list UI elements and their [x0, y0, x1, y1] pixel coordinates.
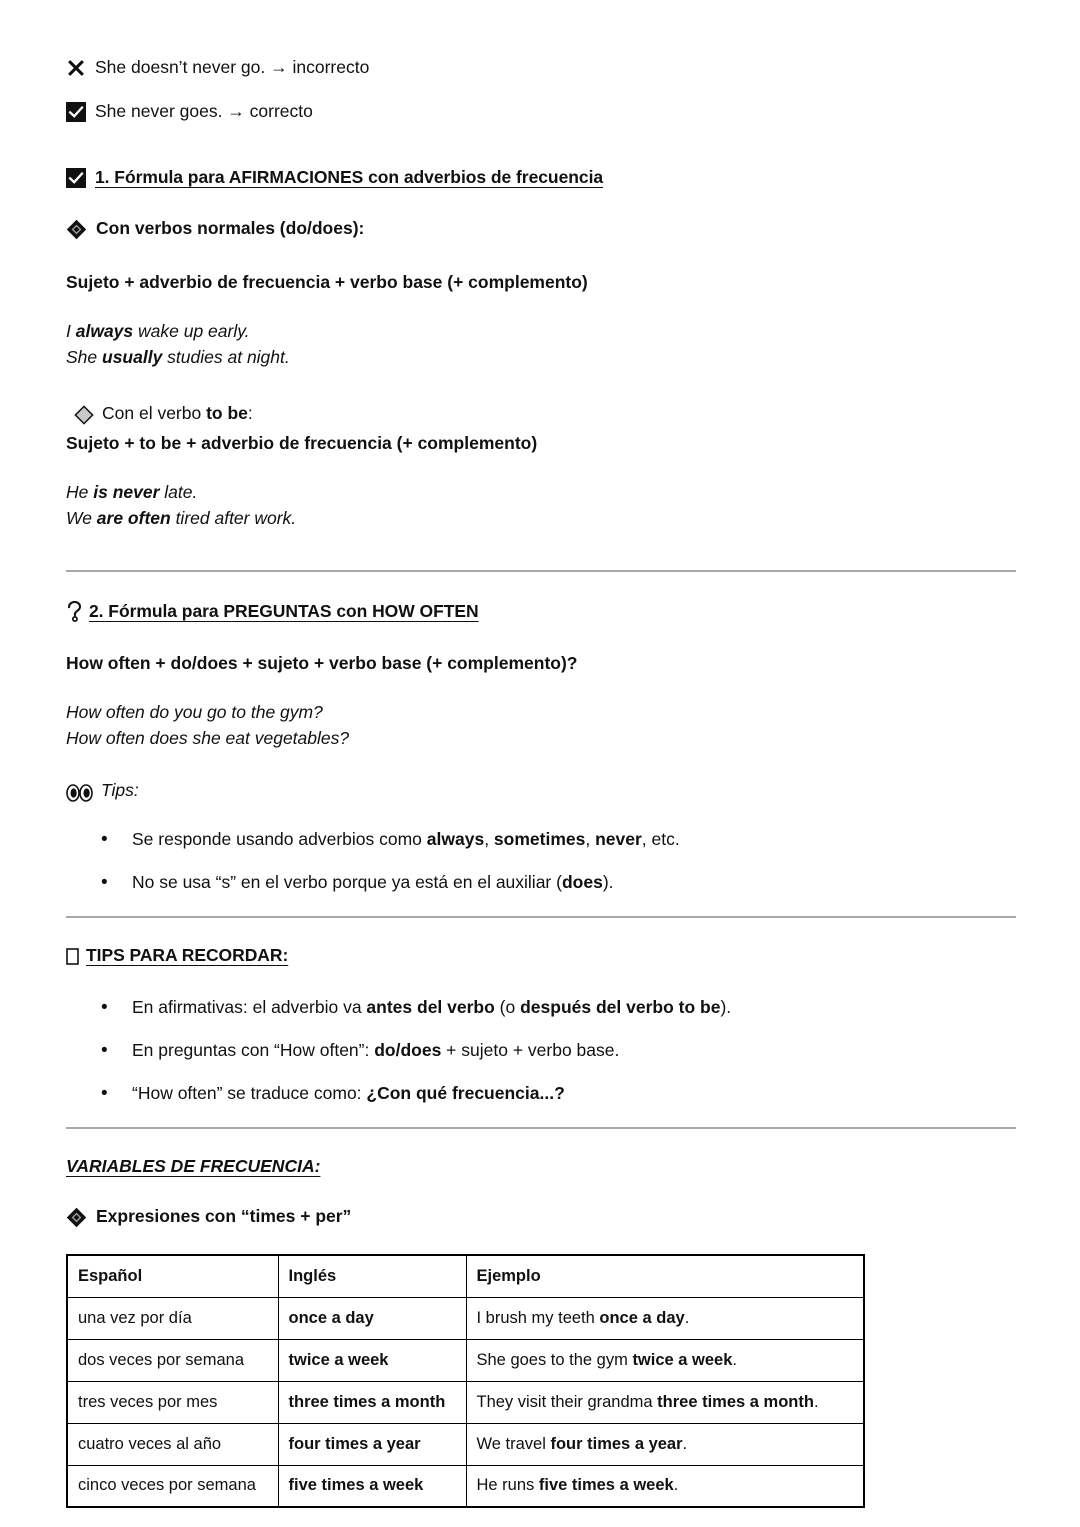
- section-1-heading-text: 1. Fórmula para AFIRMACIONES con adverbios de frecuencia: [95, 167, 604, 188]
- example-prefix: He: [66, 482, 94, 503]
- sub-2-label-bold: to be: [206, 402, 248, 423]
- cell-example: [466, 1297, 864, 1339]
- tip-sep-1: ,: [484, 829, 494, 850]
- section-4-sub-label: Expresiones con “times + per”: [96, 1206, 352, 1227]
- table-row: [67, 1297, 864, 1339]
- tip-tail: ).: [602, 871, 614, 892]
- example-prefix: They visit their grandma: [476, 1392, 658, 1411]
- example-bold: five times a week: [538, 1476, 674, 1495]
- tip-bold-2: sometimes: [493, 829, 586, 850]
- tips-label-row: [66, 780, 1016, 802]
- section-1-sub-2-example-1: [66, 480, 1016, 506]
- intro-text-incorrect: She doesn’t never go. → incorrecto: [95, 57, 370, 77]
- tip-text-pre: Se responde usando adverbios como: [132, 829, 427, 850]
- list-item: [132, 828, 1016, 852]
- check-box-icon: [66, 102, 86, 122]
- example-bold: four times a year: [550, 1434, 683, 1453]
- cell-example: [466, 1465, 864, 1507]
- section-1-sub-2: [66, 403, 1016, 425]
- example-suffix: late.: [159, 482, 198, 503]
- example-prefix: He runs: [476, 1476, 539, 1495]
- tip-text-pre: En afirmativas: el adverbio va: [132, 997, 367, 1018]
- example-suffix: .: [813, 1392, 819, 1411]
- table-row: [67, 1339, 864, 1381]
- example-bold: three times a month: [657, 1392, 814, 1411]
- example-prefix: We: [66, 507, 97, 528]
- section-1-sub-2-label: [102, 403, 253, 424]
- cell-english: twice a week: [278, 1339, 466, 1381]
- cell-spanish: cinco veces por semana: [67, 1465, 278, 1507]
- tip-bold-1: always: [426, 829, 485, 850]
- example-bold: usually: [102, 346, 163, 367]
- tip-text-pre: “How often” se traduce como:: [132, 1082, 367, 1103]
- tip-sep-1: (o: [494, 997, 521, 1018]
- question-mark-icon: [66, 601, 83, 622]
- list-item: [132, 1082, 1016, 1106]
- tip-bold-1: antes del verbo: [366, 997, 495, 1018]
- cell-english: three times a month: [278, 1381, 466, 1423]
- tips-label-text: Tips:: [101, 780, 139, 801]
- section-2-example-1: How often do you go to the gym?: [66, 702, 323, 723]
- filled-diamond-icon: [66, 219, 87, 240]
- section-1-sub-1-example-1: [66, 319, 1016, 345]
- section-1-sub-2-formula: Sujeto + to be + adverbio de frecuencia (+ complemento): [66, 432, 538, 453]
- example-prefix: She goes to the gym: [476, 1350, 633, 1369]
- tip-bold-2: después del verbo to be: [520, 997, 721, 1018]
- section-2-formula: How often + do/does + sujeto + verbo base (+ complemento)?: [66, 652, 578, 673]
- tip-tail: ).: [720, 997, 732, 1018]
- cell-example: [466, 1339, 864, 1381]
- cell-example: [466, 1381, 864, 1423]
- example-bold: twice a week: [632, 1350, 733, 1369]
- section-4-title-row: [66, 1156, 1016, 1177]
- section-2-tips-list: [66, 828, 1016, 894]
- section-2-heading-text: 2. Fórmula para PREGUNTAS con HOW OFTEN: [89, 600, 479, 621]
- example-bold: always: [75, 320, 134, 341]
- example-bold: is never: [93, 482, 160, 503]
- section-1-heading: [66, 167, 1016, 188]
- cell-english: four times a year: [278, 1423, 466, 1465]
- x-mark-icon: [66, 58, 86, 78]
- cell-spanish: una vez por día: [67, 1297, 278, 1339]
- example-prefix: I brush my teeth: [476, 1308, 600, 1327]
- list-item: [132, 871, 1016, 895]
- table-header-row: [67, 1255, 864, 1297]
- tip-bold-1: does: [561, 871, 603, 892]
- example-suffix: studies at night.: [162, 346, 290, 367]
- example-bold: are often: [96, 507, 171, 528]
- section-2-example-2: How often does she eat vegetables?: [66, 728, 350, 749]
- example-suffix: .: [682, 1434, 688, 1453]
- cell-english: once a day: [278, 1297, 466, 1339]
- sub-2-label-pre: Con el verbo: [102, 402, 207, 423]
- tip-tail: + sujeto + verbo base.: [441, 1039, 620, 1060]
- section-1-sub-1-example-2: [66, 345, 1016, 371]
- section-divider-2: [66, 916, 1016, 918]
- tip-bold-3: never: [595, 829, 642, 850]
- cell-english: five times a week: [278, 1465, 466, 1507]
- section-1-sub-1: [66, 218, 1016, 240]
- cell-spanish: cuatro veces al año: [67, 1423, 278, 1465]
- section-1-sub-1-formula: Sujeto + adverbio de frecuencia + verbo base (+ complemento): [66, 272, 588, 293]
- example-suffix: .: [673, 1476, 679, 1495]
- example-suffix: .: [732, 1350, 738, 1369]
- section-1-sub-1-label: Con verbos normales (do/does):: [96, 218, 365, 239]
- section-3-heading-text: TIPS PARA RECORDAR:: [86, 945, 289, 966]
- example-prefix: We travel: [476, 1434, 551, 1453]
- cell-example: [466, 1423, 864, 1465]
- example-suffix: .: [684, 1308, 690, 1327]
- section-1-sub-2-example-2: [66, 506, 1016, 532]
- section-3-tips-list: [66, 996, 1016, 1105]
- intro-line-incorrect: [66, 56, 1016, 80]
- filled-diamond-icon: [66, 1207, 87, 1228]
- check-box-icon: [66, 168, 86, 188]
- intro-line-correct: [66, 100, 1016, 124]
- frequency-expressions-table: [66, 1254, 865, 1508]
- table-row: [67, 1465, 864, 1507]
- tip-text-pre: En preguntas con “How often”:: [132, 1039, 375, 1060]
- example-suffix: wake up early.: [133, 320, 250, 341]
- table-row: [67, 1381, 864, 1423]
- tip-tail: , etc.: [641, 829, 680, 850]
- example-suffix: tired after work.: [170, 507, 297, 528]
- intro-text-correct: She never goes. → correcto: [95, 100, 313, 121]
- table-row: [67, 1423, 864, 1465]
- tofu-box-icon: [66, 948, 79, 965]
- section-3-heading: [66, 945, 1016, 966]
- section-4-sub-label-row: [66, 1206, 1016, 1228]
- example-prefix: She: [66, 346, 102, 367]
- column-header-english: Inglés: [278, 1255, 466, 1297]
- column-header-example: Ejemplo: [466, 1255, 864, 1297]
- outline-diamond-icon: [74, 405, 94, 425]
- eyes-icon: [66, 784, 93, 802]
- example-bold: once a day: [599, 1308, 685, 1327]
- section-divider-3: [66, 1127, 1016, 1129]
- list-item: [132, 1039, 1016, 1063]
- section-divider-1: [66, 570, 1016, 572]
- example-prefix: I: [66, 320, 76, 341]
- list-item: [132, 996, 1016, 1020]
- cell-spanish: dos veces por semana: [67, 1339, 278, 1381]
- column-header-spanish: Español: [67, 1255, 278, 1297]
- tip-text-pre: No se usa “s” en el verbo porque ya está en el auxiliar (: [132, 871, 562, 892]
- section-4-title: VARIABLES DE FRECUENCIA:: [66, 1156, 321, 1177]
- tip-bold-1: do/does: [374, 1039, 442, 1060]
- tip-bold-1: ¿Con qué frecuencia...?: [366, 1082, 565, 1103]
- tip-sep-2: ,: [585, 829, 596, 850]
- cell-spanish: tres veces por mes: [67, 1381, 278, 1423]
- sub-2-label-post: :: [247, 402, 253, 423]
- section-2-heading: [66, 601, 1016, 622]
